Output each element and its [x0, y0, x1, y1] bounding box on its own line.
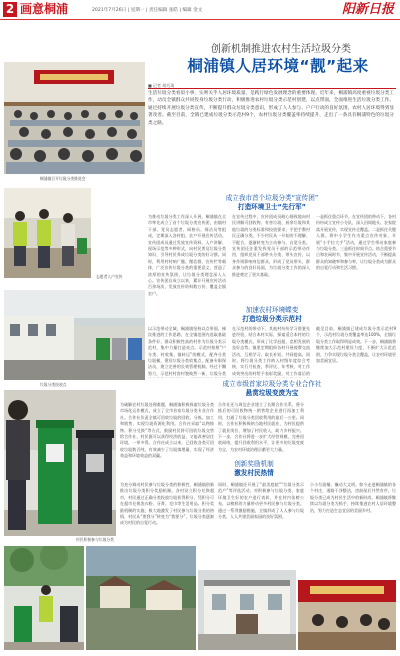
page-number: 2 [3, 2, 17, 17]
caption-bins-woman: 村民积极参与垃圾分类 [76, 537, 114, 542]
section-2-heading [148, 306, 396, 323]
caption-village: 垃圾分类投放点 [40, 382, 67, 387]
section-1-line1: 成立我市首个垃圾分类“宣传团” [225, 194, 319, 202]
section-2-col-right: 截至目前，桐浦镇已建成垃圾分类示范村9个，示范村垃圾分类覆盖率达100%，全镇垃圾分类工作取得明显成效。下一步，桐浦镇将继续加大示范村建设力度，不断扩大示范范围，力争实现垃圾分类全覆盖，让农村环境更加美丽宜居。 [316, 326, 396, 364]
section-1-col-left: 为推动垃圾分类工作深入开展，桐浦镇在全市率先成立了首个垃圾分类宣传团，由镇村干部、党员志愿者、网格员、保洁员等组成，定期深入各村组、农户开展宣传活动。宣传团成员通过发放宣传资料、入户讲解、现场示范等多种形式，向村民普及垃圾分类知识，引导村民养成垃圾分类的好习惯。同时，利用村村响广播、微信群、宣传栏等载体，广泛宣传垃圾分类的重要意义，营造了浓厚的宣传氛围，让垃圾分类理念深入人心。宣传团自成立以来，累计开展宣传活动百余场次，发放宣传资料数万份，覆盖全镇农户。 [148, 214, 226, 296]
issue-meta: 2021年7月26日 | 星期一 | 责任编辑 张皓 | 编辑 金文 [92, 8, 203, 13]
section-4-line2: 激发村民热情 [234, 468, 274, 477]
section-4-col-left: 为充分调动村民参与垃圾分类的积极性，桐浦镇创新推出垃圾分类积分奖励机制。各村设立积分兑换超市，村民通过正确分类投放垃圾获得积分，凭积分可在超市兑换洗衣粉、牙膏、毛巾等生活用品。积分奖励机制的实施，极大地激发了村民参与垃圾分类的热情，村民从“要我分”转变为“我要分”，垃圾分类逐渐成为村民的自觉行动。 [120, 482, 214, 526]
meeting-photo-graphic [4, 62, 145, 174]
photo-collection-point [4, 546, 84, 650]
newspaper-logo: 阳新日报 [341, 2, 394, 17]
photo-event [298, 580, 396, 650]
caption-volunteers: 志愿者入户宣传 [96, 274, 123, 279]
section-4-col-mid: 同时，桐浦镇还开展了“最美庭院”“垃圾分类示范户”等评选活动，对积极参与垃圾分类、家庭环境卫生好的农户进行表彰，并在村内张榜公布，以榜样的力量带动更多村民参与垃圾分类。通过一系列激励措施，全镇形成了人人参与垃圾分类、人人共建美丽家园的良好氛围。 [218, 482, 304, 520]
section-4-col-right: 小小垃圾桶，撬动大文明。如今走进桐浦镇的各个村庄，道路干净整洁，房前屋后井然有序，垃圾分类已成为村民生活中的新时尚。桐浦镇将继续以垃圾分类为抓手，持续推进农村人居环境整治，努力打造生态宜居的美丽乡村。 [310, 482, 396, 513]
caption-meeting: 桐浦镇召开垃圾分类推进会 [40, 176, 86, 181]
section-1-col-right: 一是抓住重点环节。在宣传团的带动下，各村纷纷成立宣传小分队，深入田间地头、农家院落开展宣传，实现宣传全覆盖。二是抓住关键人群。将中小学生作为重点宣传对象，开展“小手拉大手”活动，通过学生带动家庭参与垃圾分类。三是抓住时间节点。结合重要节日和农闲时节，集中开展宣传活动，不断提高群众的知晓率和参与率，让垃圾分类成为群众的自觉行动和生活习惯。 [316, 214, 396, 271]
photo-building [198, 570, 296, 650]
section-1-heading [148, 194, 396, 211]
section-2-col-left: 以示范带动全域，桐浦镇坚持以点带面、梯次推进的工作思路，在全镇范围内选取基础条件好、群众积极性高的村作为垃圾分类示范村，集中力量打造亮点。示范村按照“户分类、村收集、镇转运”的模式，配齐分类垃圾桶，建设垃圾分类收集点，配备专职保洁员，建立完善的长效管理机制。经过不懈努力，示范村村容村貌焕然一新，垃圾分类 [148, 326, 226, 376]
section-2-line2: 打造垃圾分类示范村 [242, 314, 302, 323]
section-1-line2: 打造环境卫士“先行军” [237, 202, 306, 211]
section-2-col-mid: 在示范村的带动下，其他村纷纷学习借鉴先进经验，结合本村实际，探索适合本村的垃圾分类模式，形成了比学赶超、竞相发展的良好态势。镇里定期组织各村开展观摩交流活动，互相学习、取长补短，共同提高。同时，将垃圾分类工作纳入村级年度综合考核，实行月检查、季评比、年考核，对工作成效突出的村给予表彰奖励，对工作落后的 [232, 326, 310, 376]
photo-meeting [4, 62, 145, 174]
article-title: 桐浦镇人居环境“靓”起来 [187, 57, 369, 75]
article-byline: ■ 记者 胡巧琦 [148, 83, 175, 88]
section-3-heading [148, 380, 396, 397]
bins-woman-photo-graphic [4, 390, 116, 536]
section-4-heading [194, 460, 314, 477]
section-3-line1: 成立市级首家垃圾分类专业合作社 [222, 380, 322, 388]
volunteers-photo-graphic [4, 188, 91, 278]
section-1-col-mid: 在宣传过程中，宣传团成员耐心细致地向村民讲解可回收物、有害垃圾、厨余垃圾和其他垃圾的分类标准和投放要求，手把手教村民正确分类。不少村民从一开始的不理解、不配合，逐渐转变为主动参与、自觉分类。宣传团还注重发挥党员干部的示范带动作用，组织党员干部带头分类、带头宣传，以身作则影响身边群众，形成了党员带头、群众参与的良好局面，为垃圾分类工作的深入推进奠定了坚实基础。 [232, 214, 310, 277]
scenery-photo-graphic [86, 546, 196, 650]
byline-rule [148, 88, 396, 89]
section-3-col-left: 为破解农村垃圾处理难题，桐浦镇积极探索垃圾分类市场化运作模式，成立了全市首家垃圾分类专业合作社。合作社负责全镇可回收垃圾的回收、分拣、加工和销售，实现垃圾资源化利用。合作社采取“以物换物、积分兑换”等方式，鼓励村民将可回收垃圾交售给合作社，村民既可以获得经济收益，又能改善居住环境，一举多得。合作社成立以来，已回收各类可回收垃圾数百吨，有效减少了垃圾填埋量，实现了经济效益和环境效益的双赢。 [120, 402, 214, 458]
collection-point-photo-graphic [4, 546, 84, 650]
village-photo-graphic [4, 290, 145, 380]
section-3-line2: 悬赏垃圾变废为宝 [245, 388, 299, 397]
section-3-col-mid: 合作社还与周边企业建立了长期合作关系，将分拣后的可回收物统一销售给企业进行再加工利用，打通了垃圾分类回收利用的最后一公里。同时，合作社积极吸纳当地村民就业，为村民提供了就业岗位，增加了村民收入，助力乡村振兴。下一步，合作社将进一步扩大经营规模，完善回收网络，提升回收利用水平，让更多的垃圾变废为宝，为农村环境治理贡献更大力量。 [218, 402, 304, 452]
photo-volunteers [4, 188, 91, 278]
section-name: 画意桐浦 [20, 2, 69, 16]
page-header [0, 0, 400, 20]
building-photo-graphic [198, 570, 296, 650]
photo-scenery [86, 546, 196, 650]
section-2-line1: 加速农村环境蝶变 [245, 306, 299, 314]
event-photo-graphic [298, 580, 396, 650]
photo-bins-woman [4, 390, 116, 536]
article-pretitle: 创新机制推进农村生活垃圾分类 [211, 44, 351, 55]
article-lead: 生活垃圾分类看似小事，实则关乎人居环境质量，是践行绿色发展理念的重要体现。近年来，桐浦镇高度重视垃圾分类工作，动员全镇群众共同投身垃圾分类行动，积极推进农村垃圾分类示范村创建，以点带面，全面推进生活垃圾分类工作。通过持续开展垃圾分类宣传，不断提升群众垃圾分类意识，形成了人人参与、户户行动的良好氛围，农村人居环境得到显著改善。截至目前，全镇已建成垃圾分类示范村9个，农村垃圾分类覆盖率持续提升，走出了一条具有桐浦特色的垃圾分类之路。 [148, 91, 394, 126]
section-4-line1: 创新奖励机制 [234, 460, 274, 468]
photo-village [4, 290, 145, 380]
